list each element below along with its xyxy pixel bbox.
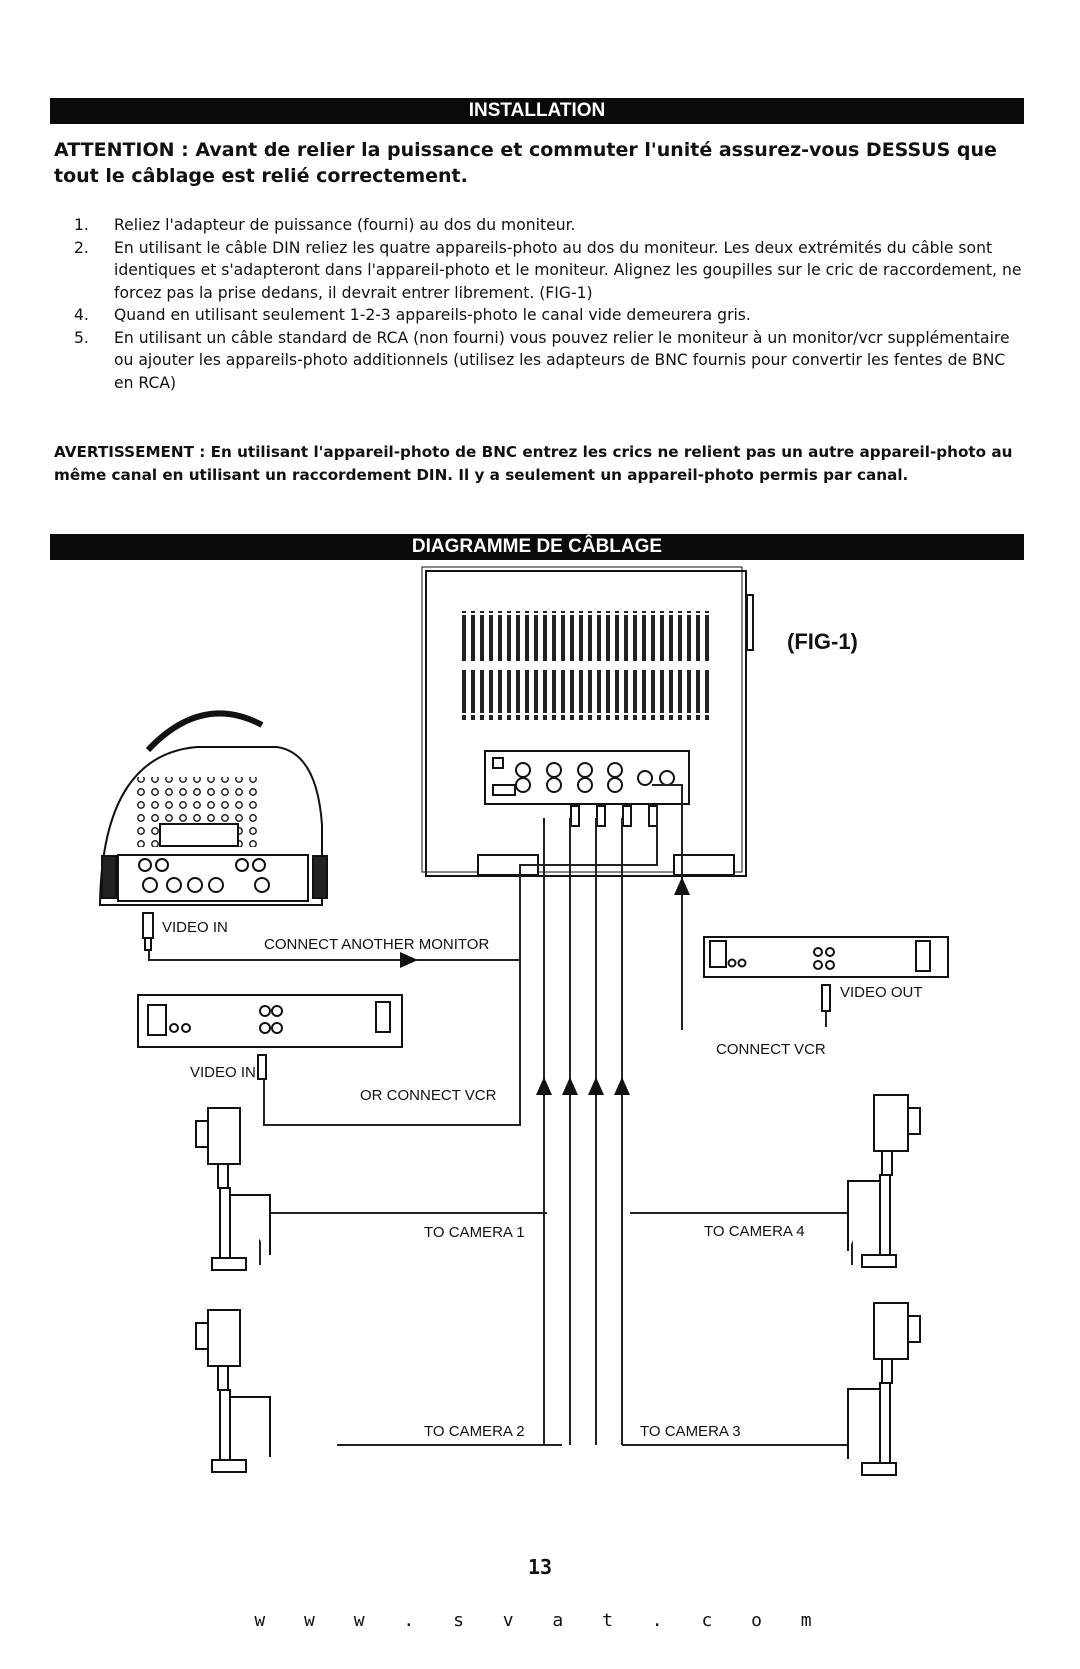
list-item xyxy=(54,304,1024,327)
to-camera-3-label: TO CAMERA 3 xyxy=(640,1423,741,1440)
camera-2 xyxy=(196,1310,270,1472)
section-header-wiring-diagram: DIAGRAMME DE CÂBLAGE xyxy=(50,534,1024,560)
to-camera-1-label: TO CAMERA 1 xyxy=(424,1224,525,1241)
video-in-vcr-label: VIDEO IN xyxy=(190,1064,256,1081)
list-item xyxy=(54,214,1024,237)
fig-label: (FIG-1) xyxy=(787,629,858,654)
camera-4 xyxy=(848,1095,920,1267)
main-monitor xyxy=(422,567,753,876)
list-item xyxy=(54,327,1024,395)
step-text: Quand en utilisant seulement 1-2-3 appareils-photo le canal vide demeurera gris. xyxy=(114,306,751,324)
video-out-label: VIDEO OUT xyxy=(840,984,923,1001)
step-text: En utilisant un câble standard de RCA (non fourni) vous pouvez relier le moniteur à un monitor/vcr supplémentaire ou ajouter les appareils-photo additionnels (utilisez les adapteurs de BNC fournis pour convertir les fentes de BNC en RCA) xyxy=(114,328,1010,392)
connect-vcr-label: CONNECT VCR xyxy=(716,1041,826,1058)
step-number: 5. xyxy=(74,328,89,347)
connect-another-monitor-label: CONNECT ANOTHER MONITOR xyxy=(264,936,490,953)
installation-steps xyxy=(54,214,1024,394)
page-number: 13 xyxy=(527,1555,553,1579)
section-header-installation: INSTALLATION xyxy=(50,98,1024,124)
camera-1 xyxy=(196,1108,270,1270)
to-camera-2-label: TO CAMERA 2 xyxy=(424,1423,525,1440)
wiring-diagram xyxy=(92,565,1012,1545)
video-in-monitor-label: VIDEO IN xyxy=(162,919,228,936)
attention-notice: ATTENTION : Avant de relier la puissance et commuter l'unité assurez-vous DESSUS que tout le câblage est relié correctement. xyxy=(54,139,997,187)
vcr-left xyxy=(138,995,402,1079)
step-text: En utilisant le câble DIN reliez les quatre appareils-photo au dos du moniteur. Les deux extrémités du câble sont identiques et s'adapteront dans l'appareil-photo et le moniteur. Alignez les goupilles sur le cric de raccordement, ne forcez pas la prise dedans, il devrait entrer librement. (FIG-1) xyxy=(114,238,1022,302)
camera-3 xyxy=(848,1303,920,1475)
secondary-monitor xyxy=(100,713,327,905)
to-camera-4-label: TO CAMERA 4 xyxy=(704,1223,805,1240)
step-number: 2. xyxy=(74,238,89,257)
step-number: 4. xyxy=(74,306,89,324)
step-text: Reliez l'adapteur de puissance (fourni) au dos du moniteur. xyxy=(114,216,576,234)
website-url: w w w . s v a t . c o m xyxy=(254,1610,826,1631)
or-connect-vcr-label: OR CONNECT VCR xyxy=(360,1087,497,1104)
step-number: 1. xyxy=(74,216,89,234)
warning-notice: AVERTISSEMENT : En utilisant l'appareil-photo de BNC entrez les crics ne relient pas un autre appareil-photo au même canal en utilisant un raccordement DIN. Il y a seulement un appareil-photo permis par canal. xyxy=(54,443,1013,484)
list-item xyxy=(54,237,1024,305)
